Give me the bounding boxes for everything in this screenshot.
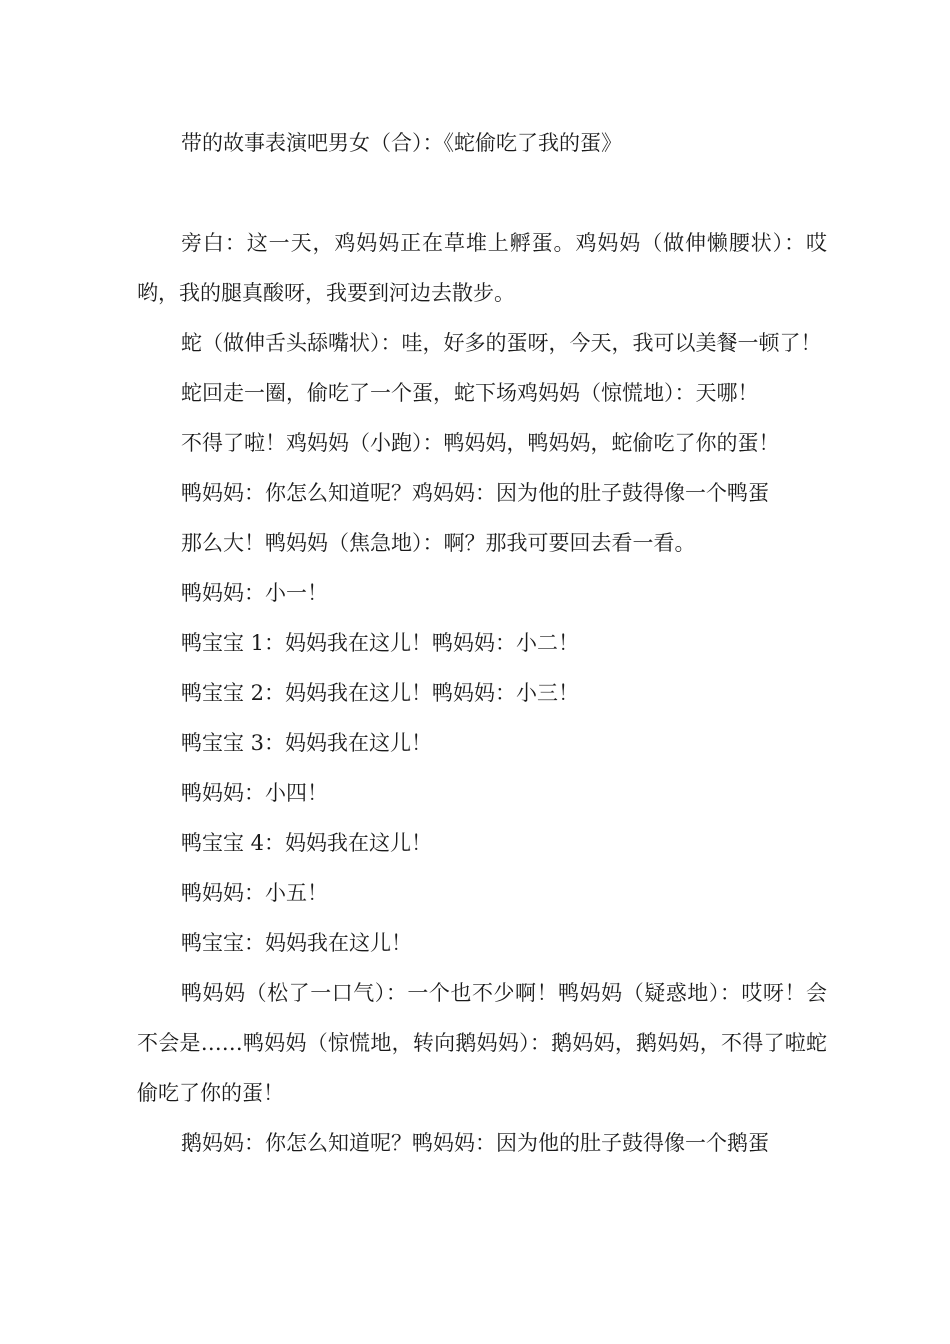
- paragraph: 鸭宝宝 3：妈妈我在这儿！: [181, 731, 433, 755]
- paragraph: 鸭宝宝 4：妈妈我在这儿！: [181, 831, 433, 855]
- document-title: 带的故事表演吧男女（合）：《蛇偷吃了我的蛋》: [181, 131, 622, 155]
- paragraph: 鹅妈妈：你怎么知道呢？鸭妈妈：因为他的肚子鼓得像一个鹅蛋: [181, 1131, 769, 1155]
- paragraph: 鸭妈妈：小四！: [181, 781, 328, 805]
- paragraph: 蛇回走一圈，偷吃了一个蛋，蛇下场鸡妈妈（惊慌地）：天哪！: [181, 381, 759, 405]
- paragraph: 旁白：这一天，鸡妈妈正在草堆上孵蛋。鸡妈妈（做伸懒腰状）：哎哟，我的腿真酸呀，我要到河边去散步。: [137, 231, 827, 305]
- paragraph: 那么大！鸭妈妈（焦急地）：啊？那我可要回去看一看。: [181, 531, 696, 555]
- paragraph: 蛇（做伸舌头舔嘴状）：哇，好多的蛋呀，今天，我可以美餐一顿了！: [181, 331, 822, 355]
- paragraph: 鸭妈妈：小五！: [181, 881, 328, 905]
- paragraph: 鸭宝宝 2：妈妈我在这儿！鸭妈妈：小三！: [181, 681, 580, 705]
- document-body: [137, 118, 827, 1168]
- paragraph: 鸭宝宝 1：妈妈我在这儿！鸭妈妈：小二！: [181, 631, 580, 655]
- paragraph: 鸭妈妈（松了一口气）：一个也不少啊！鸭妈妈（疑惑地）：哎呀！会不会是……鸭妈妈（惊慌地，转向鹅妈妈）：鹅妈妈，鹅妈妈，不得了啦蛇偷吃了你的蛋！: [137, 981, 827, 1105]
- paragraph: 不得了啦！鸡妈妈（小跑）：鸭妈妈，鸭妈妈，蛇偷吃了你的蛋！: [181, 431, 780, 455]
- paragraph: 鸭妈妈：你怎么知道呢？鸡妈妈：因为他的肚子鼓得像一个鸭蛋: [181, 481, 769, 505]
- paragraph: 鸭妈妈：小一！: [181, 581, 328, 605]
- paragraph: 鸭宝宝：妈妈我在这儿！: [181, 931, 412, 955]
